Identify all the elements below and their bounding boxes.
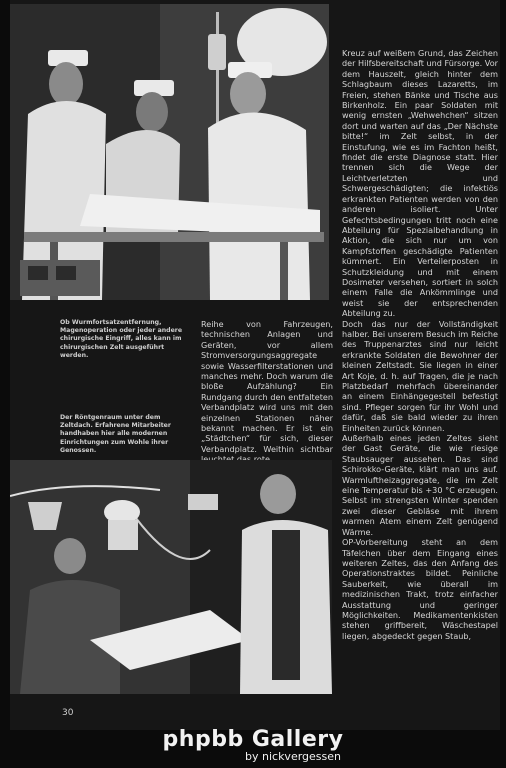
xray-illustration <box>10 460 332 694</box>
caption-xray: Der Röntgenraum unter dem Zeltdach. Erfahrene Mitarbeiter handhaben hier alle modernen Einrichtungen zum Wohle ihrer Genossen. <box>60 414 171 454</box>
photo-xray-room <box>10 460 332 694</box>
photo-surgery <box>10 4 329 300</box>
paragraph: Kreuz auf weißem Grund, das Zeichen der Hilfsbereitschaft und Fürsorge. Vor dem Hauszelt, gleich hinter dem Schlagbaum dieses Lazaretts, im Freien, stehen Bänke und Tische aus Birkenholz. Ein paar Soldaten mit wenig ernsten „Wehwehchen“ sitzen dort und warten auf das „Der Nächste bitte!“ im Zelt selbst, in der Einstufung, wie es im Fachton heißt, findet die erste Diagnose statt. Hier trennen sich die Wege der Leichtverletzten und Schwergeschädigten; die infektiös erkrankten Patienten werden von den anderen isoliert. Unter Gefechtsbedingungen tritt noch eine Abteilung für Spezialbehandlung in Aktion, die sich nur um von Kampfstoffen geschädigte Patienten kümmert. Ein Verteilerposten in Schutzkleidung und mit einem Dosimeter versehen, sortiert in solch einem Falle die Ankömmlinge und weist sie der entsprechenden Abteilung zu. <box>342 48 498 319</box>
paragraph: OP-Vorbereitung steht an dem Täfelchen über dem Eingang eines weiteren Zeltes, das den Anfang des Operationstraktes bildet. Peinliche Sauberkeit, wie überall im medizinischen Trakt, trotz einfacher Ausstattung und geringer Möglichkeiten. Medikamentenkisten stehen griffbereit, Wäschestapel liegen, abgedeckt gegen Staub, <box>342 537 498 641</box>
watermark-subtitle: by nickvergessen <box>245 750 341 763</box>
caption-surgery: Ob Wurmfortsatzentfernung, Magenoperation oder jeder andere chirurgische Eingriff, alles kann im chirurgischen Zelt ausgeführt werden. <box>60 319 183 359</box>
surgery-illustration <box>10 4 329 300</box>
right-column <box>342 48 498 641</box>
middle-column-text: Reihe von Fahrzeugen, technischen Anlagen und Geräten, vor allem Stromversorgungsaggregate sowie Wasserfilterstationen und manches mehr. Doch warum die bloße Aufzählung? Ein Rundgang durch den entfalteten Verbandplatz wird uns mit den einzelnen Stationen näher bekannt machen. Er ist ein „Städtchen“ für sich, dieser Verbandplatz. Weithin sichtbar <box>201 319 333 454</box>
page-number: 30 <box>62 708 74 718</box>
watermark-title: phpbb Gallery <box>162 727 344 752</box>
paragraph: Außerhalb eines jeden Zeltes sieht der Gast Geräte, die wie riesige Staubsauger aussehen. Das sind Schirokko-Geräte, klärt man uns auf. Warmluftheizaggregate, die im Zelt eine Temperatur bis +30 °C erzeugen. Selbst im strengsten Winter spenden zwei dieser Gebläse mit ihrem warmen Atem einem Zelt genügend Wärme. <box>342 433 498 537</box>
paragraph: Doch das nur der Vollständigkeit halber. Bei unserem Besuch im Reiche des Truppenarztes sind nur leicht erkrankte Soldaten die Bewohner der kleinen Zeltstadt. Sie liegen in einer Art Koje, d. h. auf Tragen, die je nach Platzbedarf mehrfach übereinander an einem Einhängegestell befestigt sind. Pfleger sorgen für ihr Wohl und dafür, daß sie bald wieder zu ihren Einheiten zurück können. <box>342 318 498 433</box>
